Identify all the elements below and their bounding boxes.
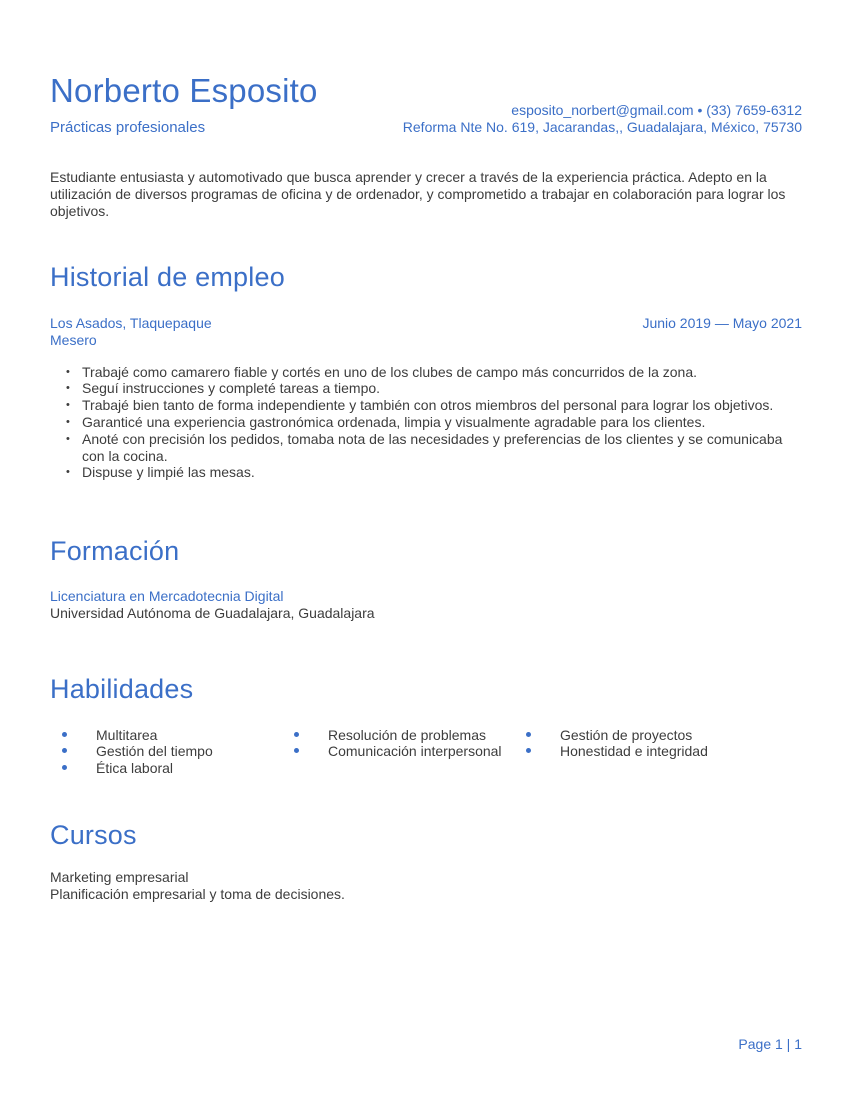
skills-section [50,675,802,777]
course-item: Marketing empresarial [50,868,189,885]
skills-column-1 [50,727,282,777]
contact-address: Reforma Nte No. 619, Jacarandas,, Guadalajara, México, 75730 [402,118,802,135]
employer-name: Los Asados, Tlaquepaque [50,314,212,331]
profile-summary: Estudiante entusiasta y automotivado que busca aprender y crecer a través de la experiencia práctica. Adepto en la utilización de diversos programas de oficina y de ordenador, y comprometido a trabajar en colaboración para lograr los objetivos. [50,168,786,219]
skill-label: Gestión de proyectos [560,726,693,743]
courses-list [50,869,802,903]
skill-label: Multitarea [96,726,158,743]
bullet-dot-icon [526,732,531,737]
candidate-name: Norberto Esposito [50,72,318,109]
skill-label: Ética laboral [96,760,174,777]
bullet-dot-icon [62,765,67,770]
courses-section [50,821,802,903]
skills-column-3 [514,727,746,777]
skills-section-title: Habilidades [50,673,194,704]
skill-item [50,760,282,777]
contact-email-phone: esposito_norbert@gmail.com • (33) 7659-6312 [511,101,802,118]
education-degree: Licenciatura en Mercadotecnia Digital [50,587,284,604]
job-bullet-item: • Trabajé bien tanto de forma independiente y también con otros miembros del personal para lograr los objetivos. [50,397,802,414]
skill-item [514,743,746,760]
education-section-title: Formación [50,536,180,567]
job-bullet-item: • Dispuse y limpié las mesas. [50,464,802,481]
resume-header [50,72,802,136]
bullet-dot-icon [62,732,67,737]
skill-item [282,727,514,744]
job-bullet-item: • Anoté con precisión los pedidos, tomaba nota de las necesidades y preferencias de los clientes y se comunicaba con la cocina. [50,431,802,465]
job-header-row [50,315,802,332]
skill-item [50,743,282,760]
job-bullet-item: • Seguí instrucciones y completé tareas a tiempo. [50,380,802,397]
skills-grid [50,727,802,777]
course-item: Planificación empresarial y toma de decisiones. [50,885,345,902]
page-number: Page 1 | 1 [738,1036,802,1052]
job-bullet-list [50,364,802,482]
employment-section [50,263,802,481]
employment-section-title: Historial de empleo [50,261,285,292]
education-section [50,537,802,622]
skills-column-2 [282,727,514,777]
job-bullet-item: • Garanticé una experiencia gastronómica ordenada, limpia y visualmente agradable para los clientes. [50,414,802,431]
bullet-dot-icon [294,748,299,753]
skill-item [50,727,282,744]
candidate-job-title: Prácticas profesionales [50,118,206,136]
bullet-dot-icon [294,732,299,737]
identity-block [50,72,318,136]
contact-info [403,102,802,136]
skill-label: Honestidad e integridad [560,743,708,760]
employment-dates: Junio 2019 — Mayo 2021 [642,314,802,331]
skill-label: Gestión del tiempo [96,743,213,760]
education-school: Universidad Autónoma de Guadalajara, Guadalajara [50,604,375,621]
skill-label: Resolución de problemas [328,726,486,743]
bullet-dot-icon [526,748,531,753]
skill-item [514,727,746,744]
courses-section-title: Cursos [50,819,137,850]
job-bullet-item: • Trabajé como camarero fiable y cortés en uno de los clubes de campo más concurridos de la zona. [50,364,802,381]
job-role: Mesero [50,331,97,348]
bullet-dot-icon [62,748,67,753]
skill-label: Comunicación interpersonal [328,743,502,760]
skill-item [282,743,514,760]
